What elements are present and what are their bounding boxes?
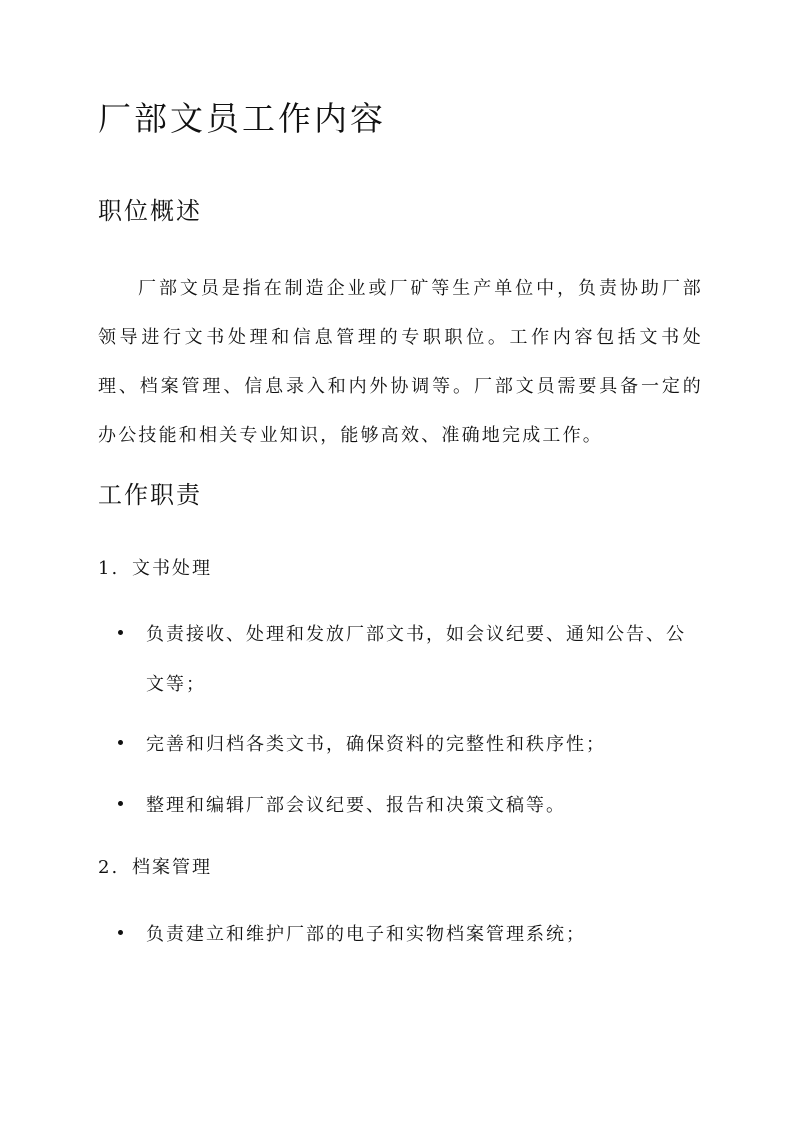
list-item-text: 负责接收、处理和发放厂部文书，如会议纪要、通知公告、公文等； xyxy=(146,624,686,695)
subsection-title: 文书处理 xyxy=(132,558,212,579)
subsection-title: 档案管理 xyxy=(132,857,212,878)
list-item-text: 负责建立和维护厂部的电子和实物档案管理系统； xyxy=(146,924,586,945)
document-title: 厂部文员工作内容 xyxy=(98,99,386,138)
section-heading-overview: 职位概述 xyxy=(98,197,202,225)
list-item xyxy=(118,610,703,710)
bullet-icon xyxy=(118,630,123,635)
bullet-icon xyxy=(118,930,123,935)
section-heading-duties: 工作职责 xyxy=(98,481,202,509)
subsection-number: 1. xyxy=(98,558,120,579)
list-item-text: 完善和归档各类文书，确保资料的完整性和秩序性； xyxy=(146,734,606,755)
overview-paragraph: 厂部文员是指在制造企业或厂矿等生产单位中，负责协助厂部领导进行文书处理和信息管理的专职职位。工作内容包括文书处理、档案管理、信息录入和内外协调等。厂部文员需要具备一定的办公技能和相关专业知识，能够高效、准确地完成工作。 xyxy=(98,278,703,446)
list-item xyxy=(118,910,703,960)
subsection-number: 2. xyxy=(98,857,120,878)
list-item xyxy=(118,781,703,831)
bullet-icon xyxy=(118,740,123,745)
subsection-heading-archives xyxy=(98,854,212,882)
subsection-heading-documents xyxy=(98,555,212,583)
list-item xyxy=(118,720,703,770)
bullet-icon xyxy=(118,801,123,806)
list-item-text: 整理和编辑厂部会议纪要、报告和决策文稿等。 xyxy=(146,795,566,816)
